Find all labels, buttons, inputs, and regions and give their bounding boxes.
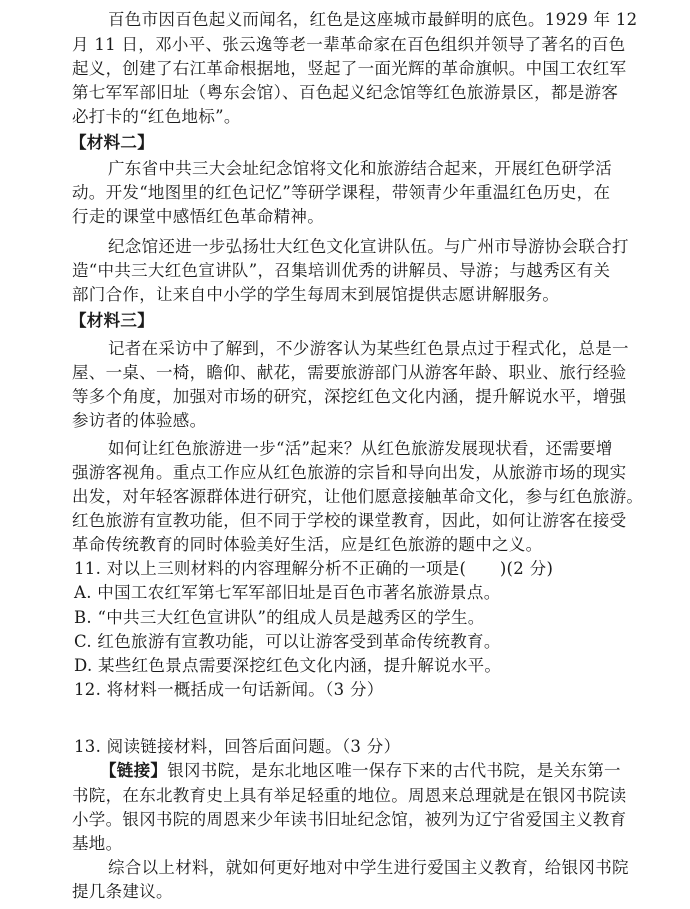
question-13-prompt-line-2: 提几条建议。	[72, 882, 173, 901]
question-11-stem: 11. 对以上三则材料的内容理解分析不正确的一项是( )(2 分)	[74, 559, 554, 579]
material1-line-1: 百色市因百色起义而闻名，红色是这座城市最鲜明的底色。1929 年 12	[108, 10, 638, 30]
material3-heading: 【材料三】	[70, 310, 154, 330]
question-11-option-b: B. “中共三大红色宣讲队”的组成人员是越秀区的学生。	[74, 607, 485, 627]
material3-line-3: 等多个角度，加强对市场的研究，深挖红色文化内涵，提升解说水平，增强	[72, 386, 627, 406]
material3-line-1: 记者在采访中了解到，不少游客认为某些红色景点过于程式化，总是一	[108, 338, 629, 358]
material3-line-7: 出发，对年轻客源群体进行研究，让他们愿意接触革命文化，参与红色旅游。	[72, 487, 644, 506]
material2-line-4: 纪念馆还进一步弘扬壮大红色文化宣讲队伍。与广州市导游协会联合打	[108, 236, 629, 256]
material2-line-1: 广东省中共三大会址纪念馆将文化和旅游结合起来，开展红色研学活	[108, 158, 612, 178]
material3-line-4: 参访者的体验感。	[72, 410, 207, 430]
material2-line-6: 部门合作，让来自中小学的学生每周末到展馆提供志愿讲解服务。	[72, 284, 560, 304]
material3-line-2: 屋、一桌、一椅，瞻仰、献花，需要旅游部门从游客年龄、职业、旅行经验	[72, 362, 627, 382]
question-13-stem: 13. 阅读链接材料，回答后面问题。（3 分）	[74, 737, 401, 757]
question-13-prompt-line-1: 综合以上材料，就如何更好地对中学生进行爱国主义教育，给银冈书院	[108, 857, 629, 877]
material1-line-4: 第七军军部旧址（粤东会馆）、百色起义纪念馆等红色旅游景区，都是游客	[72, 82, 619, 102]
material3-line-9: 革命传统教育的同时体验美好生活，应是红色旅游的题中之义。	[72, 535, 543, 555]
material1-line-2: 月 11 日，邓小平、张云逸等老一辈革命家在百色组织并领导了著名的百色	[72, 34, 626, 54]
material2-line-2: 动。开发“地图里的红色记忆”等研学课程，带领青少年重温红色历史，在	[72, 182, 611, 202]
material3-line-6: 强游客视角。重点工作应从红色旅游的宗旨和导向出发，从旅游市场的现实	[72, 462, 627, 482]
material2-line-5: 造“中共三大红色宣讲队”，召集培训优秀的讲解员、导游；与越秀区有关	[72, 260, 611, 280]
question-11-option-d: D. 某些红色景点需要深挖红色文化内涵，提升解说水平。	[74, 655, 502, 675]
question-12-stem: 12. 将材料一概括成一句话新闻。（3 分）	[74, 679, 384, 699]
question-11-option-c: C. 红色旅游有宣教功能，可以让游客受到革命传统教育。	[74, 631, 501, 651]
question-13-link-label: 【链接】	[100, 761, 168, 781]
material2-heading: 【材料二】	[70, 132, 154, 152]
material1-line-5: 必打卡的“红色地标”。	[72, 106, 241, 126]
question-13-link-line-3: 小学。银冈书院的周恩来少年读书旧址纪念馆，被列为辽宁省爱国主义教育	[72, 809, 627, 829]
material2-line-3: 行走的课堂中感悟红色革命精神。	[72, 206, 324, 226]
question-13-link-line-1	[100, 758, 621, 784]
question-13-link-text-1: 银冈书院，是东北地区唯一保存下来的古代书院，是关东第一	[167, 761, 621, 781]
question-11-option-a: A. 中国工农红军第七军军部旧址是百色市著名旅游景点。	[74, 583, 501, 603]
material3-line-5: 如何让红色旅游进一步“活”起来？从红色旅游发展现状看，还需要增	[108, 438, 613, 458]
question-13-link-line-4: 基地。	[72, 833, 123, 853]
material1-line-3: 起义，创建了右江革命根据地，竖起了一面光辉的革命旗帜。中国工农红军	[72, 58, 627, 78]
material3-line-8: 红色旅游有宣教功能，但不同于学校的课堂教育，因此，如何让游客在接受	[72, 511, 627, 531]
question-13-link-line-2: 书院，在东北教育史上具有举足轻重的地位。周恩来总理就是在银冈书院读	[72, 785, 627, 805]
